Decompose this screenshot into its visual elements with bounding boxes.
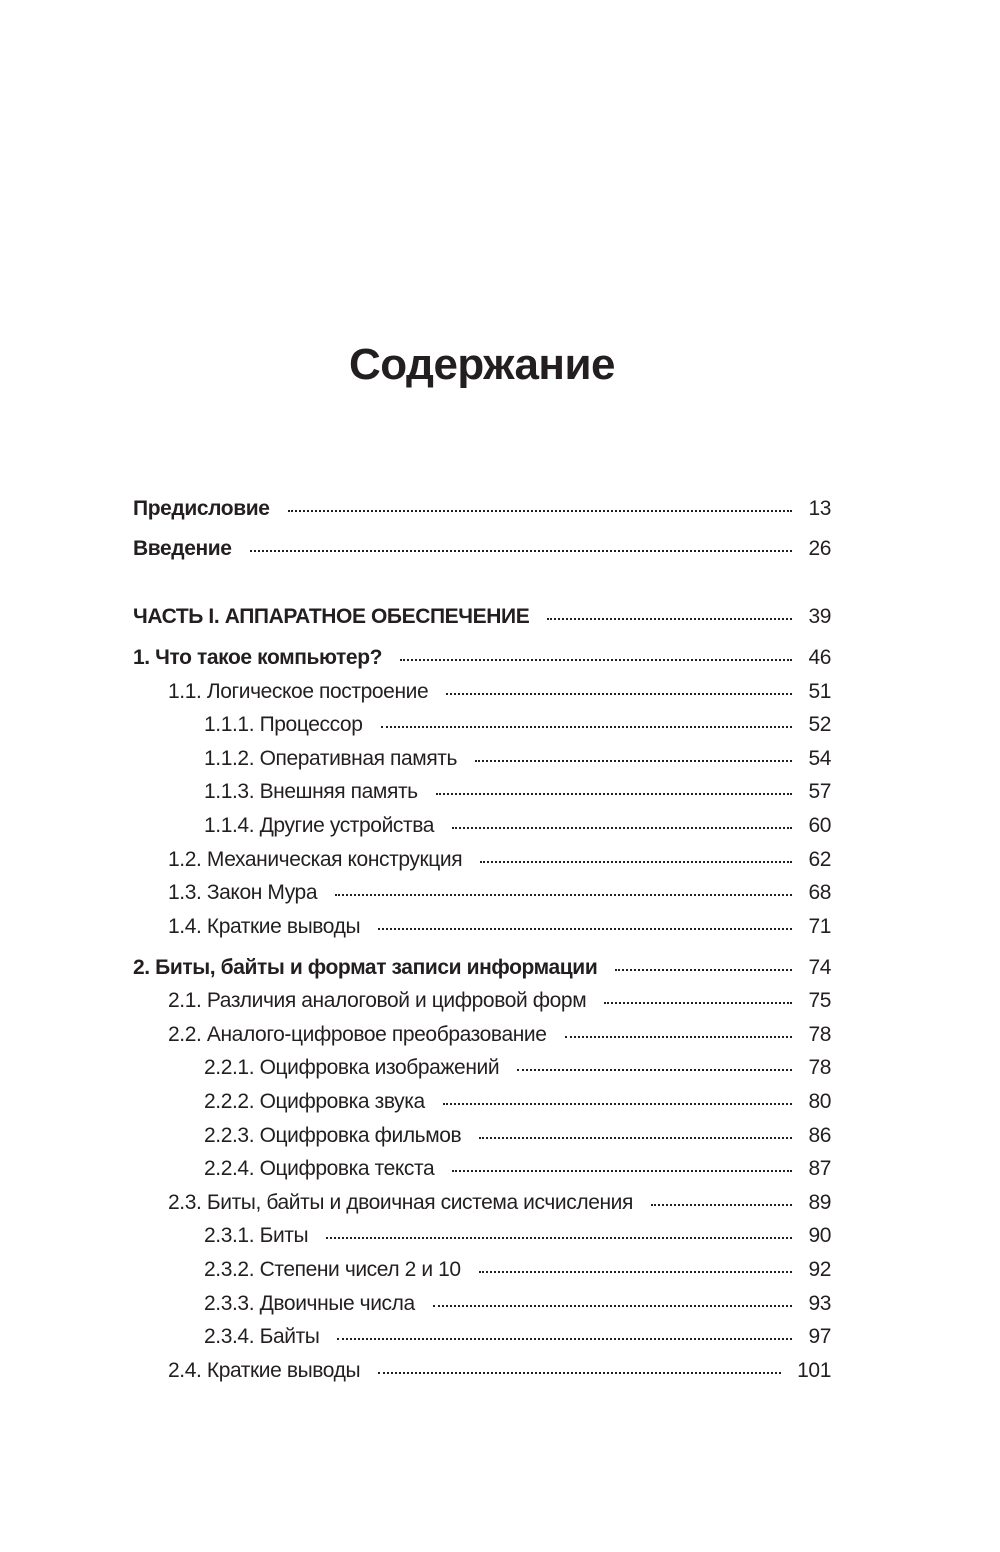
dot-leader [381,726,793,728]
toc-entry-page: 90 [808,1224,831,1248]
toc-entry-label: 2.3.4. Байты [204,1325,320,1349]
toc-entry-page: 89 [808,1190,831,1214]
toc-entry-label: 2.3.1. Биты [204,1224,309,1248]
dot-leader [446,693,792,695]
toc-entry-page: 78 [808,1056,831,1080]
toc-subsection-entry[interactable] [133,1085,831,1119]
toc-entry-page: 52 [808,713,831,737]
toc-entry-page: 92 [808,1258,831,1282]
toc-entry-label: 2.2. Аналого-цифровое преобразование [168,1022,547,1046]
toc-entry-label: 2.2.2. Оцифровка звука [204,1090,425,1114]
toc-entry-page: 39 [808,604,831,628]
toc-section-entry[interactable] [133,675,831,709]
toc-entry-label: 2.2.1. Оцифровка изображений [204,1056,500,1080]
page-title: Содержание [348,340,616,389]
toc-entry-page: 57 [808,780,831,804]
dot-leader [517,1069,792,1071]
toc-subsection-entry[interactable] [133,775,831,809]
toc-subsection-entry[interactable] [133,742,831,776]
toc-part-entry[interactable] [133,600,831,634]
dot-leader [479,1137,792,1139]
toc-chapter-entry[interactable] [133,951,831,985]
toc-entry-label: 1.1.4. Другие устройства [204,813,435,837]
dot-leader [604,1002,792,1004]
toc-entry-page: 75 [808,989,831,1013]
dot-leader [378,928,792,930]
toc-entry-label: 1.1. Логическое построение [168,679,429,703]
dot-leader [547,618,792,620]
toc-entry-label: Предисловие [133,497,270,520]
toc-subsection-entry[interactable] [133,1320,831,1354]
toc-section-entry[interactable] [133,1018,831,1052]
toc-subsection-entry[interactable] [133,1253,831,1287]
toc-section-entry[interactable] [133,843,831,877]
toc-entry-label: 2.1. Различия аналоговой и цифровой форм [168,989,587,1013]
dot-leader [651,1204,792,1206]
toc-entry-label: 2. Биты, байты и формат записи информации [133,955,598,979]
dot-leader [400,659,792,661]
toc-entry-label: 2.4. Краткие выводы [168,1358,361,1382]
toc-entry-page: 74 [808,955,831,979]
toc-entry-page: 97 [808,1325,831,1349]
table-of-contents [133,492,831,1387]
toc-entry-page: 54 [808,746,831,770]
dot-leader [443,1103,793,1105]
toc-entry-page: 51 [808,679,831,703]
toc-subsection-entry[interactable] [133,708,831,742]
dot-leader [326,1237,792,1239]
toc-section-entry[interactable] [133,910,831,944]
dot-leader [452,827,792,829]
toc-entry-label: ЧАСТЬ I. АППАРАТНОЕ ОБЕСПЕЧЕНИЕ [133,604,530,628]
toc-section-entry[interactable] [133,1186,831,1220]
toc-entry-label: 1.1.2. Оперативная память [204,746,458,770]
toc-entry-page: 26 [808,536,831,560]
toc-entry-label: 1. Что такое компьютер? [133,645,383,669]
toc-entry-page: 86 [808,1123,831,1147]
toc-entry[interactable] [133,492,831,526]
dot-leader [480,861,792,863]
dot-leader [250,550,793,552]
dot-leader [475,760,792,762]
dot-leader [288,510,793,512]
toc-entry-label: 1.2. Механическая конструкция [168,847,463,871]
toc-subsection-entry[interactable] [133,809,831,843]
toc-subsection-entry[interactable] [133,1287,831,1321]
toc-entry-label: 2.2.4. Оцифровка текста [204,1157,435,1181]
toc-section-entry[interactable] [133,876,831,910]
dot-leader [479,1271,793,1273]
toc-entry-label: 2.3.2. Степени чисел 2 и 10 [204,1258,461,1282]
toc-entry-label: 2.2.3. Оцифровка фильмов [204,1123,462,1147]
toc-subsection-entry[interactable] [133,1119,831,1153]
toc-entry-page: 93 [808,1291,831,1315]
dot-leader [433,1305,793,1307]
toc-entry-page: 80 [808,1090,831,1114]
toc-entry-page: 60 [808,813,831,837]
toc-entry-label: 1.1.1. Процессор [204,713,363,737]
toc-entry-label: 1.4. Краткие выводы [168,914,361,938]
toc-entry-label: 2.3. Биты, байты и двоичная система исчисления [168,1190,633,1214]
toc-entry-label: Введение [133,536,232,560]
toc-entry-page: 46 [808,645,831,669]
toc-subsection-entry[interactable] [133,1219,831,1253]
dot-leader [436,793,793,795]
dot-leader [565,1036,793,1038]
toc-entry-page: 101 [797,1358,831,1382]
toc-section-entry[interactable] [133,984,831,1018]
toc-entry[interactable] [133,532,831,566]
toc-entry-label: 1.1.3. Внешняя память [204,780,418,804]
toc-section-entry[interactable] [133,1354,831,1388]
toc-subsection-entry[interactable] [133,1152,831,1186]
dot-leader [452,1170,792,1172]
toc-entry-page: 78 [808,1022,831,1046]
toc-entry-page: 87 [808,1157,831,1181]
toc-entry-label: 2.3.3. Двоичные числа [204,1291,415,1315]
dot-leader [335,894,792,896]
dot-leader [378,1372,781,1374]
toc-subsection-entry[interactable] [133,1051,831,1085]
toc-chapter-entry[interactable] [133,641,831,675]
toc-entry-page: 62 [808,847,831,871]
dot-leader [337,1338,792,1340]
dot-leader [615,969,792,971]
toc-entry-page: 71 [808,914,831,938]
toc-entry-page: 68 [808,881,831,905]
toc-entry-page: 13 [808,497,831,520]
toc-entry-label: 1.3. Закон Мура [168,881,318,905]
